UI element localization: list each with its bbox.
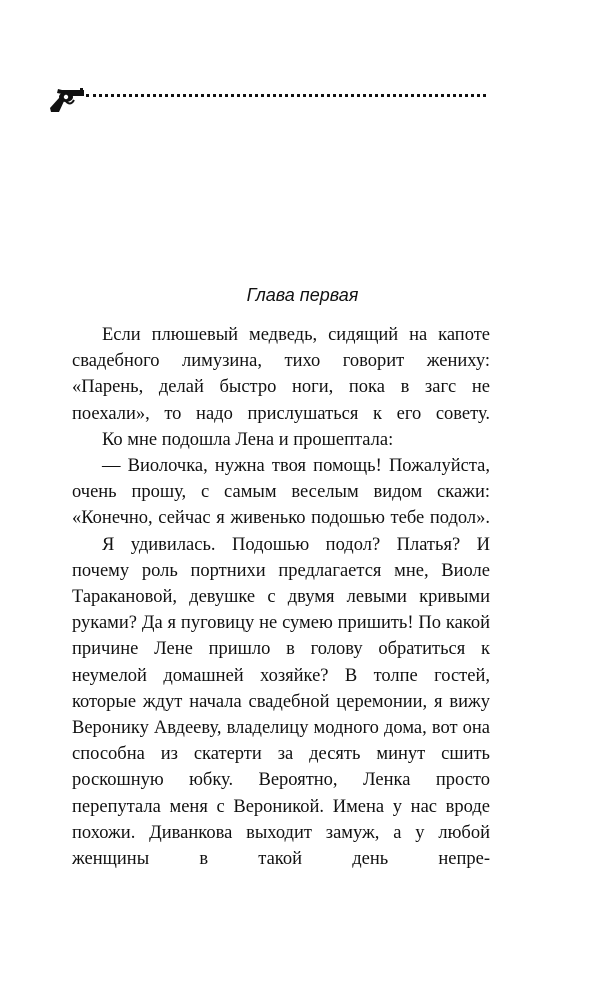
paragraph: Ко мне подошла Лена и прошептала: — [102, 429, 394, 450]
paragraph: — Виолочка, нужна твоя помощь! Пожалуйста, очень прошу, с самым веселым видом скажи: «Конечно, сейчас я живенько подошью тебе подол». — [72, 456, 490, 529]
paragraph: Если плюшевый медведь, сидящий на капоте свадебного лимузина, тихо говорит жениху: «Парень, делай быстро ноги, пока в загс не поехали», то надо прислушаться к его совету. — [72, 325, 490, 424]
body-text — [72, 322, 490, 872]
revolver-icon — [50, 86, 84, 114]
chapter-title: Глава первая — [246, 285, 359, 305]
paragraph: Я удивилась. Подошью подол? Платья? И почему роль портнихи предлагается мне, Виоле Таракановой, девушке с двумя левыми кривыми руками? Да я пуговицу не сумею пришить! По какой причине Лене пришло в голову обратиться к неумелой домашней хозяйке? В толпе гостей, которые ждут начала свадебной церемонии, я вижу Веронику Авдееву, владелицу модного дома, вот она способна из скатерти за десять минут сшить роскошную юбку. Вероятно, Ленка просто перепутала меня с Вероникой. Имена у нас вроде похожи. Диванкова выходит замуж, а у любой женщины в такой день непре- — [72, 534, 490, 870]
header-ornament — [50, 86, 490, 114]
dotted-rule — [86, 94, 486, 97]
